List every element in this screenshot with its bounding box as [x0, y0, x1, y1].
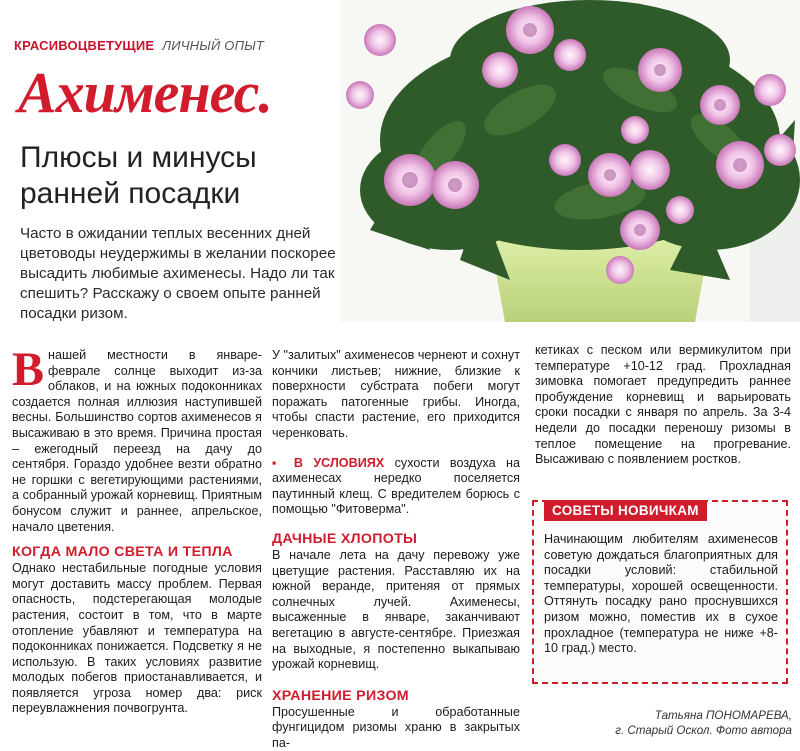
column-1 [12, 343, 262, 717]
author-place: г. Старый Оскол. Фото автора [615, 724, 792, 737]
column-3 [535, 343, 791, 468]
author-credit [612, 708, 792, 738]
plant-illustration [340, 0, 800, 322]
achimenes-photo [340, 0, 800, 322]
spider-mite-text: сухости воздуха на ахименесах нередко поселяется паутинный клещ. С вредителем борюсь с помощью "Фитоверма". [272, 455, 520, 517]
subtitle-line-1: Плюсы и минусы [20, 141, 257, 174]
tips-box [532, 500, 788, 684]
column-2 [272, 348, 520, 751]
intro-paragraph [12, 343, 262, 535]
drop-cap: В [12, 343, 45, 396]
low-light-text: Однако нестабильные погодные условия могут доставить массу проблем. Первая опасность, подстерегающая молодые растения, состоит в том, что в марте отопление убавляют и температура на подоконниках понижается. Подсветку я не использую. В таких условиях развитие молодых побегов приостанавливается, и появляется угроза номер два: риск переувлажнения почвогрунта. [12, 561, 262, 716]
bullet-icon: ▪ [272, 455, 284, 470]
subtitle-line-2: ранней посадки [20, 177, 241, 210]
intro-text: нашей местности в январе-феврале солнце выходит из-за облаков, и на южных подоконниках создается полная иллюзия наступившей весны. Большинство сортов ахименесов я высаживаю в это время. Причина простая – ежегодный переезд на дачу до сентября. Гораздо удобнее везти обратно не горшки с вегетирующими растениями, а собранный урожай корневищ. Приятным бонусом служит и раннее, апрельское, начало цветения. [12, 348, 262, 534]
article-subtitle [20, 140, 350, 212]
dacha-text: В начале лета на дачу перевожу уже цветущие растения. Расставляю их на южной веранде, притеняя от прямых солнечных лучей. Ахименесы, высаженные в январе, заканчивают вегетацию в августе-сентябре. Приезжая на выходные, я постепенно выкапываю урожай корневищ. [272, 547, 520, 672]
spider-mite-paragraph [272, 456, 520, 518]
rubric [14, 38, 264, 53]
heading-storage: ХРАНЕНИЕ РИЗОМ [272, 687, 409, 704]
rubric-sub: ЛИЧНЫЙ ОПЫТ [162, 38, 265, 53]
overwatering-paragraph: У "залитых" ахименесов чернеют и сохнут кончики листьев; нижние, близкие к поверхности субстрата побеги могут поражать патогенные грибы. Иногда, чтобы спасти растение, его приходится черенковать. [272, 348, 520, 440]
highlight-lead: В УСЛОВИЯХ [293, 455, 385, 470]
heading-dacha: ДАЧНЫЕ ХЛОПОТЫ [272, 530, 418, 547]
tips-heading: СОВЕТЫ НОВИЧКАМ [544, 500, 707, 521]
heading-low-light: КОГДА МАЛО СВЕТА И ТЕПЛА [12, 544, 233, 561]
storage-continued-text: кетиках с песком или вермикулитом при температуре +10-12 град. Прохладная зимовка помогает предупредить раннее пробуждение корневищ и варьировать сроки посадки с января по апрель. За 3-4 недели до посадки переношу ризомы в теплое помещение на прогревание. Высаживаю с появлением ростков. [535, 343, 791, 467]
author-name: Татьяна ПОНОМАРЕВА, [654, 709, 792, 722]
storage-text: Просушенные и обработанные фунгицидом ризомы храню в закрытых па- [272, 704, 520, 750]
rubric-main: КРАСИВОЦВЕТУЩИЕ [14, 38, 155, 53]
lead-paragraph: Часто в ожидании теплых весенних дней цветоводы неудержимы в желании поскорее высадить любимые ахименесы. Надо ли так спешить? Расскажу о своем опыте ранней посадки ризом. [20, 225, 336, 322]
article-title: Ахименес. [18, 60, 272, 125]
tips-text: Начинающим любителям ахименесов советую дождаться благоприятных для посадки условий: стабильной температуры, хорошей освещенности. Оттянуть посадку рано проснувшихся ризом можно, поместив их в сухое прохладное (температура не ниже +8-10 град.) место. [544, 532, 778, 656]
